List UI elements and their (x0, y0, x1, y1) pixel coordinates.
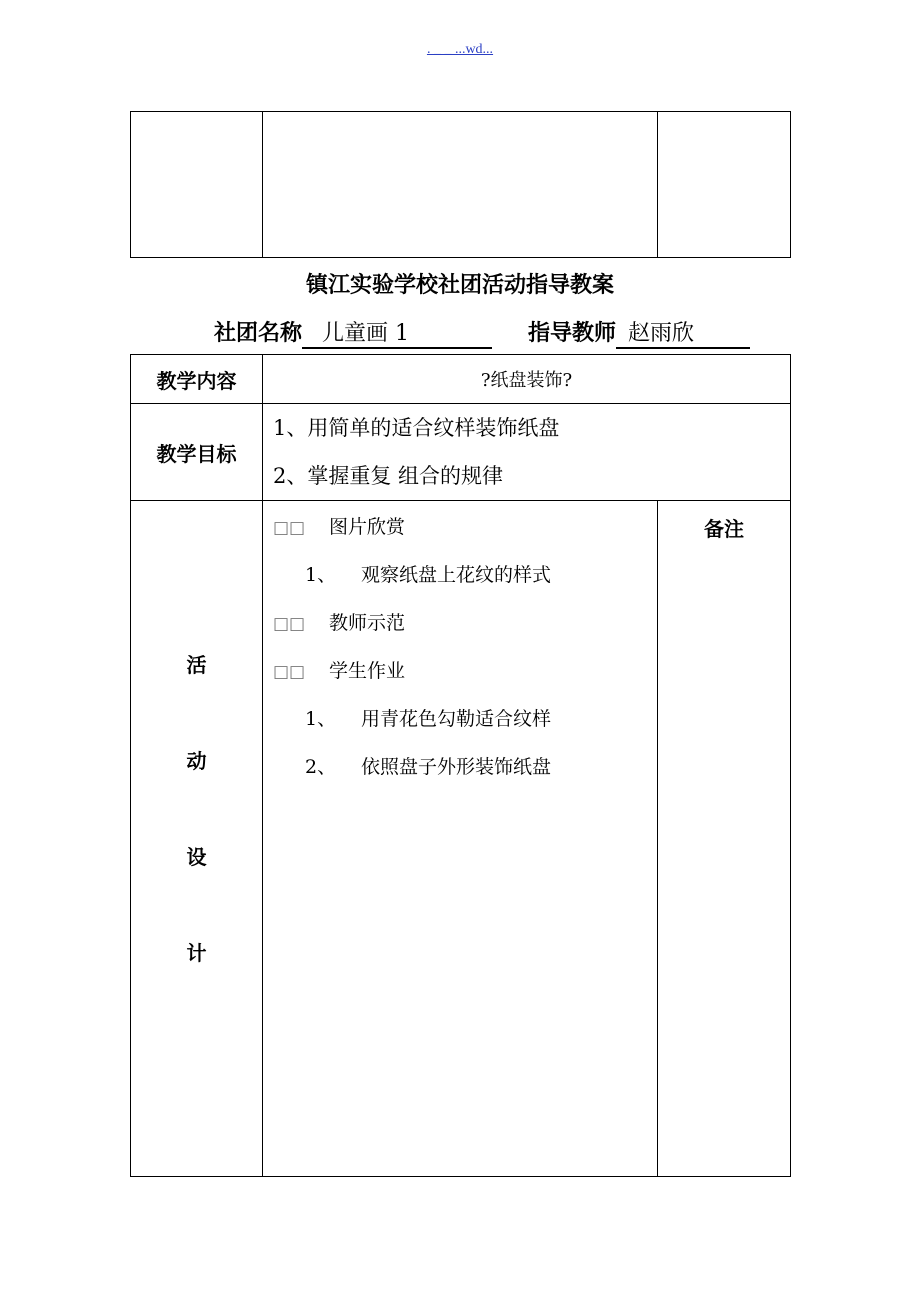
activity-label (131, 501, 263, 1177)
lesson-plan-table (130, 354, 791, 1177)
club-name-label: 社团名称 (214, 321, 303, 346)
content-value: ?纸盘装饰? (263, 355, 791, 404)
empty-cell (131, 112, 263, 258)
notes-cell (658, 501, 791, 1177)
goal-item: 2、掌握重复 组合的规律 (273, 464, 504, 488)
activity-row (131, 501, 791, 1177)
notes-label: 备注 (704, 517, 744, 541)
substep-number: 2、 (305, 756, 337, 778)
step-title: 图片欣赏 (329, 516, 406, 538)
previous-table-fragment (130, 111, 791, 258)
substep-text: 依照盘子外形装饰纸盘 (361, 756, 552, 778)
empty-cell (658, 112, 791, 258)
club-info-line (214, 316, 750, 349)
activity-step (263, 513, 657, 561)
content-row (131, 355, 791, 404)
header-link[interactable]: . _ _ ...wd... (426, 42, 494, 57)
activity-step (263, 657, 657, 705)
club-name-value: 儿童画 1 (302, 321, 492, 349)
activity-step (263, 609, 657, 657)
activity-label-char: 动 (186, 749, 207, 773)
substep-number: 1、 (305, 564, 337, 586)
goals-cell (263, 404, 791, 501)
empty-cell (263, 112, 658, 258)
activity-label-char: 计 (186, 941, 207, 965)
teacher-label: 指导教师 (528, 321, 617, 346)
substep-text: 用青花色勾勒适合纹样 (361, 708, 552, 730)
activity-substep (263, 753, 657, 801)
document-title: 镇江实验学校社团活动指导教案 (305, 273, 614, 298)
goal-item: 1、用简单的适合纹样装饰纸盘 (273, 416, 560, 440)
activity-content (263, 501, 658, 1177)
activity-substep (263, 561, 657, 609)
teacher-value: 赵雨欣 (616, 321, 750, 349)
list-marker-icon: □□ (273, 614, 306, 634)
substep-number: 1、 (305, 708, 337, 730)
step-title: 学生作业 (329, 660, 406, 682)
goals-label: 教学目标 (131, 404, 263, 501)
step-title: 教师示范 (329, 612, 406, 634)
list-marker-icon: □□ (273, 518, 306, 538)
activity-label-char: 活 (186, 653, 207, 677)
activity-substep (263, 705, 657, 753)
goals-row (131, 404, 791, 501)
substep-text: 观察纸盘上花纹的样式 (361, 564, 552, 586)
content-label: 教学内容 (131, 355, 263, 404)
list-marker-icon: □□ (273, 662, 306, 682)
activity-label-char: 设 (186, 845, 207, 869)
